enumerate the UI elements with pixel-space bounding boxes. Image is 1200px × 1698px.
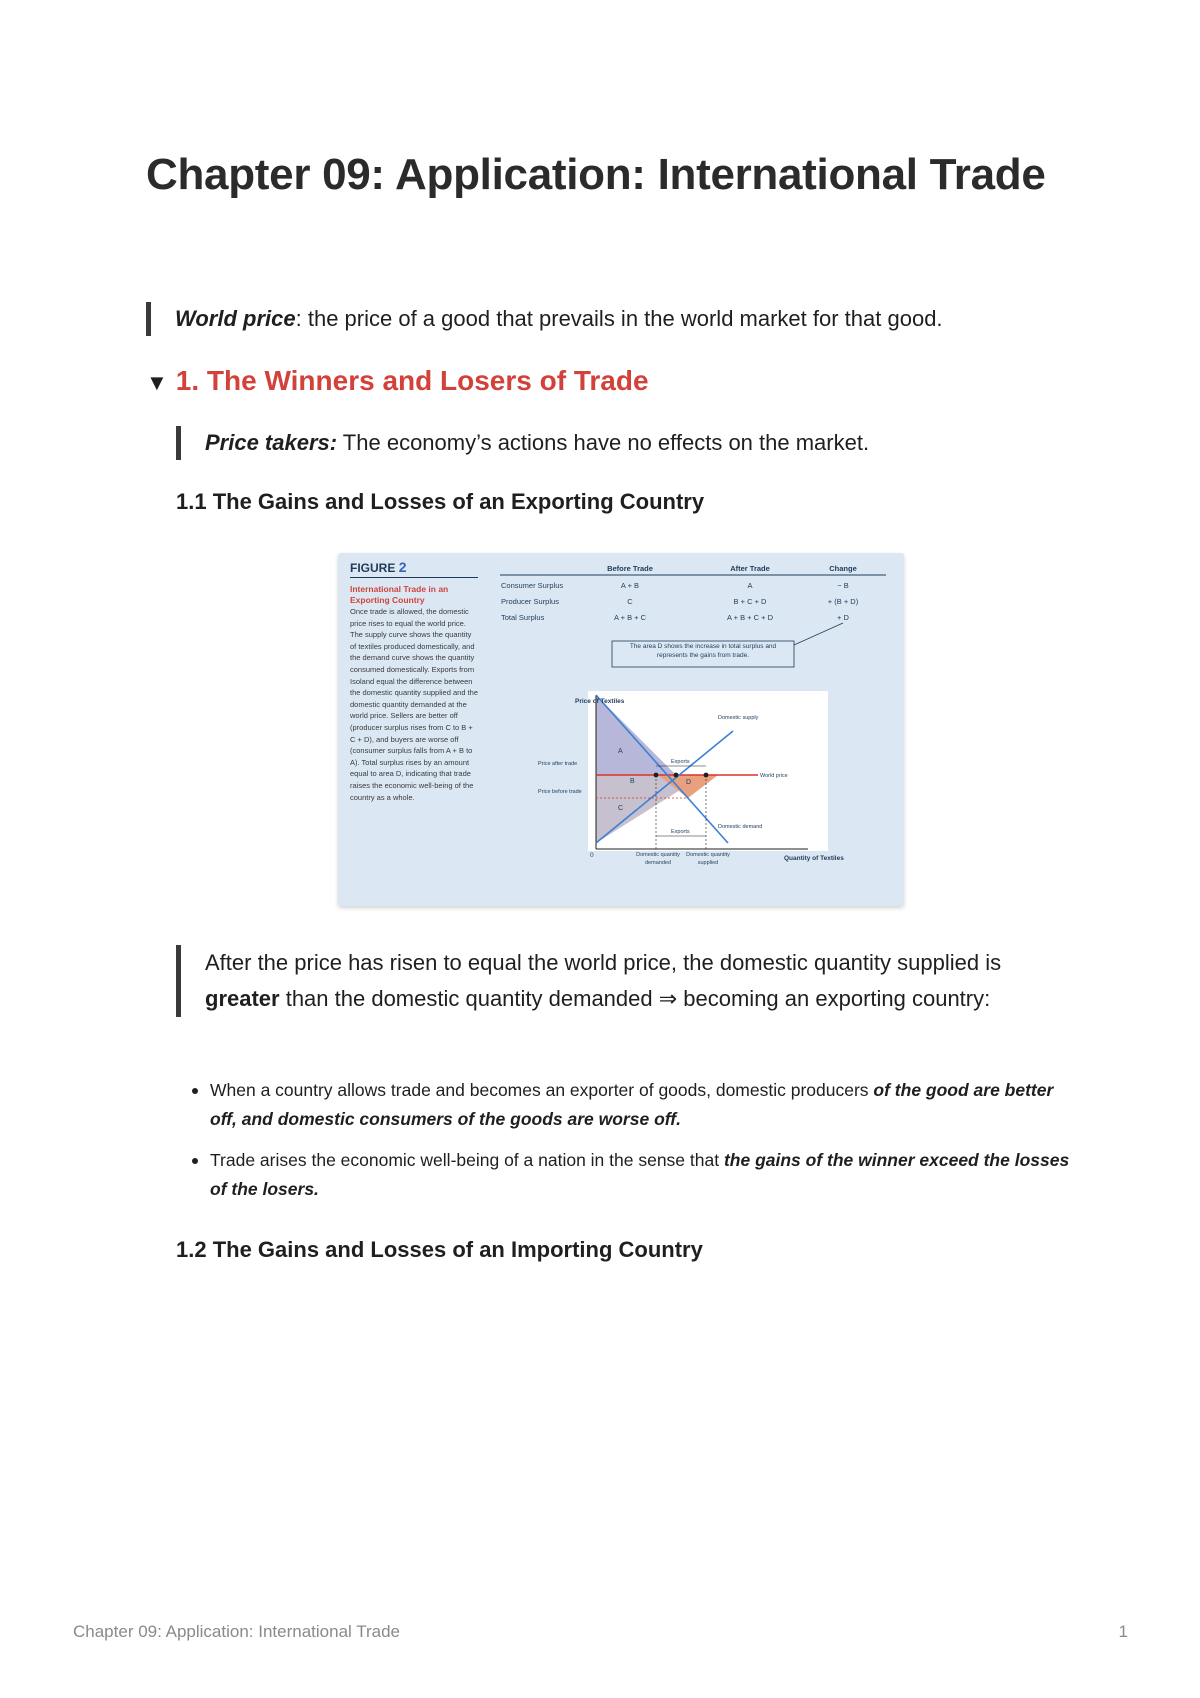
definition-text: : the price of a good that prevails in the world market for that good.	[295, 306, 943, 331]
subheading-exporting: 1.1 The Gains and Losses of an Exporting Country	[176, 489, 705, 514]
subheading-importing: 1.2 The Gains and Losses of an Importing Country	[176, 1237, 703, 1262]
figure-graphic	[338, 553, 904, 906]
table-cell: Consumer Surplus	[501, 581, 564, 590]
price-takers-term: Price takers:	[205, 430, 338, 455]
figure-caption: Once trade is allowed, the domestic price rises to equal the world price. The supply curve shows the quantity of textiles produced domestically, and the demand curve shows the quantity consumed domestically. Exports from Isoland equal the difference between the domestic quantity supplied and the domestic quantity demanded at the world price. Sellers are better off (producer surplus rises from C to B + C + D), and buyers are worse off (consumer surplus falls from A + B to A). Total surplus rises by an amount equal to area D, indicating that trade raises the economic well-being of the country as a whole.	[350, 607, 479, 802]
list-item-text: Trade arises the economic well-being of a nation in the sense that	[210, 1150, 724, 1170]
price-after-label: Price after trade	[538, 761, 578, 767]
area-d-label: D	[686, 779, 692, 786]
exports-label-top: Exports	[671, 759, 690, 765]
definition-quote	[146, 302, 943, 336]
page-number: 1	[1118, 1622, 1128, 1641]
list-item-text: When a country allows trade and becomes an exporter of goods, domestic producers	[210, 1080, 874, 1100]
exports-label-bottom: Exports	[671, 829, 690, 835]
price-takers-text: The economy’s actions have no effects on the market.	[337, 430, 870, 455]
triangle-down-icon[interactable]: ▼	[146, 370, 168, 395]
figure-caption-title: International Trade in an Exporting Country	[350, 584, 449, 605]
note-box-content	[614, 642, 792, 666]
world-price-label: World price	[760, 773, 788, 779]
after-trade-text-2: than the domestic quantity demanded ⇒ becoming an exporting country:	[279, 986, 991, 1011]
table-cell: B + C + D	[733, 597, 767, 606]
list-item	[190, 1076, 1070, 1134]
table-header-after: After Trade	[730, 564, 770, 573]
table-cell: Total Surplus	[501, 613, 545, 622]
supply-label: Domestic supply	[718, 715, 759, 721]
table-cell: A	[747, 581, 753, 590]
after-trade-text-1: After the price has risen to equal the world price, the domestic quantity supplied is	[205, 950, 1002, 975]
figure-number: 2	[398, 559, 407, 575]
note-pointer-line	[794, 623, 843, 645]
qd-label: Domestic quantity demanded	[636, 852, 680, 866]
list-item	[190, 1146, 1070, 1204]
area-c-label: C	[618, 805, 624, 812]
demand-label: Domestic demand	[718, 824, 763, 830]
y-axis-label: Price of Textiles	[575, 698, 625, 705]
table-cell: A + B + C	[613, 613, 647, 622]
x-axis-label: Quantity of Textiles	[784, 855, 844, 862]
area-a-label: A	[618, 748, 623, 755]
quantity-point	[674, 773, 679, 778]
table-cell: + (B + D)	[827, 597, 859, 606]
table-cell: C	[627, 597, 633, 606]
table-cell: + D	[837, 613, 849, 622]
bullet-list	[190, 1076, 1070, 1216]
section-toggle[interactable]	[146, 362, 649, 402]
section-heading: 1. The Winners and Losers of Trade	[175, 365, 649, 396]
list-item-emphasis: of the good are better off, and domestic consumers of the goods are worse off.	[210, 1080, 1054, 1129]
origin-label: 0	[590, 852, 594, 859]
figure-label-text: FIGURE	[350, 561, 396, 575]
price-takers-quote	[176, 426, 869, 460]
table-cell: A + B	[620, 581, 640, 590]
price-before-label: Price before trade	[538, 789, 582, 795]
table-cell: Producer Surplus	[501, 597, 559, 606]
qd-label-box	[636, 851, 680, 883]
definition-term: World price	[175, 306, 296, 331]
table-cell: A + B + C + D	[726, 613, 774, 622]
figure-image	[338, 553, 904, 906]
note-box-text: The area D shows the increase in total surplus and represents the gains from trade.	[629, 643, 777, 659]
area-b-label: B	[630, 778, 635, 785]
table-header-change: Change	[829, 564, 857, 573]
after-trade-quote	[176, 945, 1065, 1017]
after-trade-bold: greater	[205, 986, 280, 1011]
table-header-before: Before Trade	[607, 564, 653, 573]
table-cell: − B	[837, 581, 849, 590]
page-title: Chapter 09: Application: International Trade	[146, 150, 1046, 199]
footer-title: Chapter 09: Application: International Trade	[73, 1622, 400, 1641]
list-item-emphasis: the gains of the winner exceed the losses of the losers.	[210, 1150, 1070, 1199]
qs-label-box	[686, 851, 730, 883]
qs-label: Domestic quantity supplied	[686, 852, 730, 866]
